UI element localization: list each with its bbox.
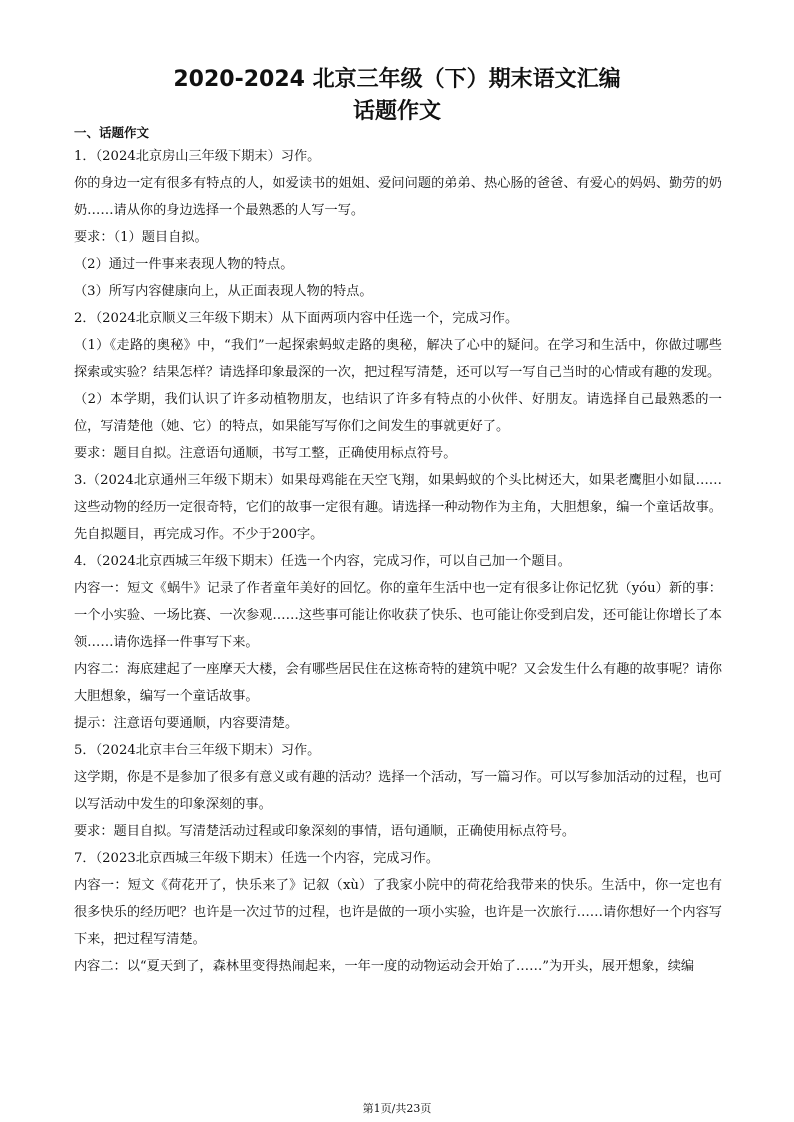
- paragraph: （2）通过一件事来表现人物的特点。: [74, 257, 294, 272]
- paragraph: 要求：（1）题目自拟。: [74, 230, 208, 245]
- paragraph: 内容二：海底建起了一座摩天大楼，会有哪些居民住在这栋奇特的建筑中呢？又会发生什么有趣的故事呢？请你大胆想象，编写一个童话故事。: [74, 662, 722, 704]
- paragraph: 要求：题目自拟。写清楚活动过程或印象深刻的事情，语句通顺，正确使用标点符号。: [74, 824, 576, 839]
- section-heading: 一、话题作文: [74, 125, 150, 140]
- paragraph: （2）本学期，我们认识了许多动植物朋友，也结识了许多有特点的小伙伴、好朋友。请选择自己最熟悉的一位，写清楚他（她、它）的特点，如果能写写你们之间发生的事就更好了。: [74, 392, 722, 434]
- document-title: 2020-2024 北京三年级（下）期末语文汇编: [173, 67, 621, 92]
- paragraph: 内容二：以“夏天到了，森林里变得热闹起来，一年一度的动物运动会开始了……”为开头，展开想象，续编: [74, 959, 695, 974]
- paragraph: 7．（2023北京西城三年级下期末）任选一个内容，完成习作。: [74, 851, 440, 866]
- paragraph: 3.（2024北京通州三年级下期末）如果母鸡能在天空飞翔，如果蚂蚁的个头比树还大，如果老鹰胆小如鼠……这些动物的经历一定很奇特，它们的故事一定很有趣。请选择一种动物作为主角，大胆想象，编一个童话故事。先自拟题目，再完成习作。不少于200字。: [74, 473, 722, 542]
- paragraph: 内容一：短文《蜗牛》记录了作者童年美好的回忆。你的童年生活中也一定有很多让你记忆犹（yóu）新的事：一个小实验、一场比赛、一次参观……这些事可能让你收获了快乐、也可能让你受到启发，还可能让你增长了本领……请你选择一件事写下来。: [74, 581, 722, 650]
- paragraph: （3）所写内容健康向上，从正面表现人物的特点。: [74, 284, 373, 299]
- paragraph: 4．（2024北京西城三年级下期末）任选一个内容，完成习作，可以自己加一个题目。: [74, 554, 571, 569]
- document-subtitle: 话题作文: [352, 99, 441, 124]
- paragraph: （1）《走路的奥秘》中，“我们”一起探索蚂蚁走路的奥秘，解决了心中的疑问。在学习和生活中，你做过哪些探索或实验？结果怎样？请选择印象最深的一次，把过程写清楚，还可以写一写自己当时的心情或有趣的发现。: [74, 338, 722, 380]
- paragraph: 这学期，你是不是参加了很多有意义或有趣的活动？选择一个活动，写一篇习作。可以写参加活动的过程，也可以写活动中发生的印象深刻的事。: [74, 770, 722, 812]
- paragraph: 要求：题目自拟。注意语句通顺，书写工整，正确使用标点符号。: [74, 446, 457, 461]
- paragraph: 2．（2024北京顺义三年级下期末）从下面两项内容中任选一个，完成习作。: [74, 311, 519, 326]
- page-number: 第1页/共23页: [362, 1102, 432, 1115]
- paragraph: 你的身边一定有很多有特点的人，如爱读书的姐姐、爱问问题的弟弟、热心肠的爸爸、有爱心的妈妈、勤劳的奶奶……请从你的身边选择一个最熟悉的人写一写。: [74, 176, 722, 218]
- document-body: [74, 123, 722, 980]
- paragraph: 内容一：短文《荷花开了，快乐来了》记叙（xù）了我家小院中的荷花给我带来的快乐。生活中，你一定也有很多快乐的经历吧？也许是一次过节的过程，也许是做的一项小实验，也许是一次旅行……请你想好一个内容写下来，把过程写清楚。: [74, 878, 722, 947]
- paragraph: 1．（2024北京房山三年级下期末）习作。: [74, 149, 321, 164]
- paragraph: 5．（2024北京丰台三年级下期末）习作。: [74, 743, 321, 758]
- paragraph: 提示：注意语句要通顺，内容要清楚。: [74, 716, 299, 731]
